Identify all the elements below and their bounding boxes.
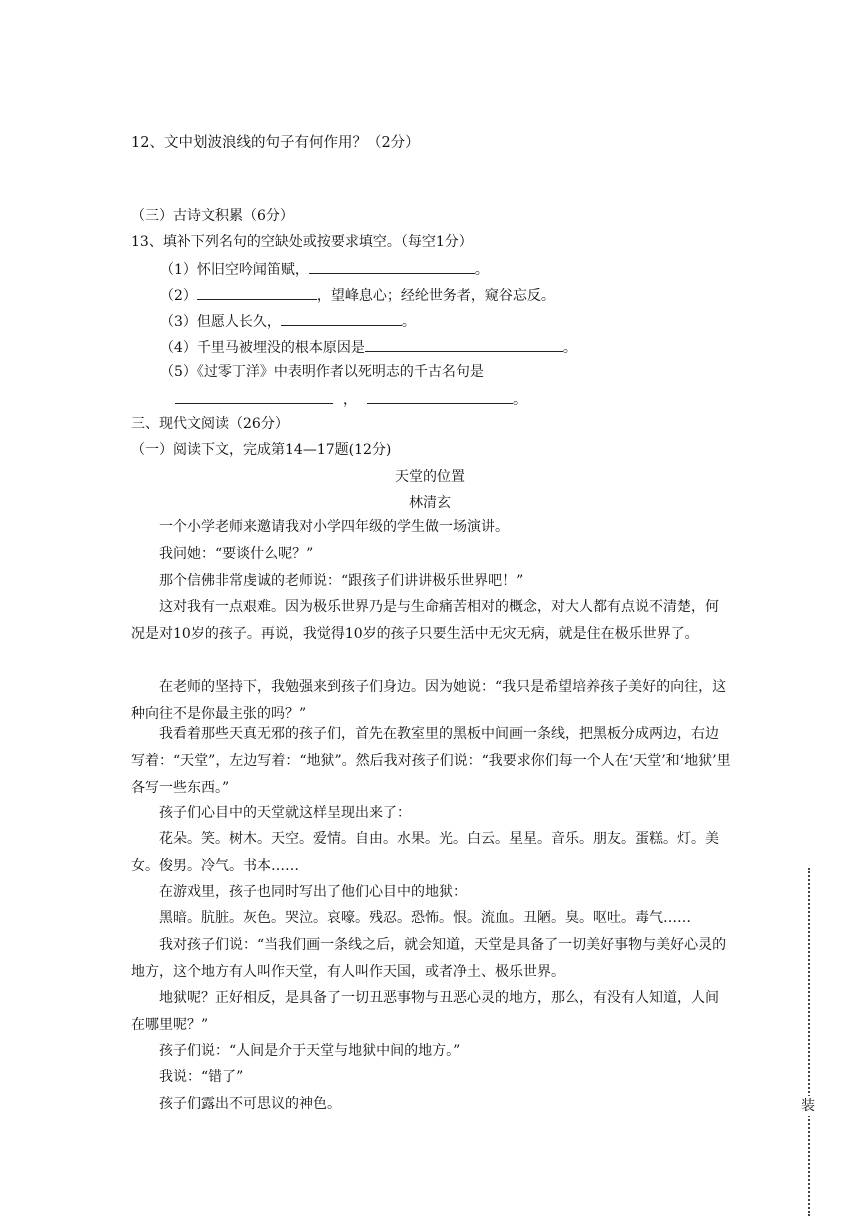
fill-item-4-end: 。 bbox=[562, 340, 577, 356]
answer-blank[interactable] bbox=[281, 310, 402, 326]
paragraph: 孩子们露出不可思议的神色。 bbox=[159, 1096, 341, 1112]
fill-item-1-end: 。 bbox=[474, 262, 489, 278]
paragraph: 一个小学老师来邀请我对小学四年级的学生做一场演讲。 bbox=[159, 519, 509, 535]
question-12: 12、文中划波浪线的句子有何作用？（2分） bbox=[131, 135, 420, 151]
paragraph: 孩子们说：“人间是介于天堂与地狱中间的地方。” bbox=[159, 1043, 461, 1059]
fill-item-2-number: （2） bbox=[160, 288, 197, 304]
question-13: 13、填补下列名句的空缺处或按要求填空。（每空1分） bbox=[131, 234, 473, 250]
fill-item-4-text: （4）千里马被埋没的根本原因是 bbox=[160, 340, 365, 356]
fill-item-3-text: （3）但愿人长久， bbox=[160, 314, 281, 330]
fill-item-2-text: ，望峰息心；经纶世务者，窥谷忘反。 bbox=[316, 288, 555, 304]
section-poetry-heading: （三）古诗文积累（6分） bbox=[131, 208, 294, 224]
fill-item-2 bbox=[160, 284, 555, 306]
paragraph: 我说：“错了” bbox=[159, 1069, 244, 1085]
fill-item-3 bbox=[160, 310, 416, 332]
paragraph: 地狱呢？正好相反，是具备了一切丑恶事物与丑恶心灵的地方，那么，有没有人知道，人间在哪里呢？” bbox=[131, 990, 719, 1033]
answer-blank[interactable] bbox=[367, 388, 513, 404]
paragraph: 在游戏里，孩子也同时写出了他们心目中的地狱： bbox=[159, 884, 467, 900]
article-author: 林清玄 bbox=[409, 495, 451, 511]
answer-blank[interactable] bbox=[175, 388, 333, 404]
answer-blank[interactable] bbox=[197, 284, 317, 300]
binding-mark: 装 bbox=[798, 1096, 818, 1116]
paragraph: 我问她：“要谈什么呢？” bbox=[159, 546, 314, 562]
paragraph: 在老师的坚持下，我勉强来到孩子们身边。因为她说：“我只是希望培养孩子美好的向往，这种向往不是你最主张的吗？” bbox=[131, 679, 727, 722]
paragraph: 我看着那些天真无邪的孩子们，首先在教室里的黑板中间画一条线，把黑板分成两边，右边写着：“天堂”，左边写着：“地狱”。然后我对孩子们说：“我要求你们每一个人在‘天堂’和‘地狱’里各写一些东西。” bbox=[131, 726, 731, 796]
answer-blank[interactable] bbox=[309, 258, 475, 274]
fill-item-1 bbox=[160, 258, 489, 280]
subsection-1-heading: （一）阅读下文，完成第14—17题(12分) bbox=[131, 442, 392, 458]
answer-blank[interactable] bbox=[365, 336, 563, 352]
binding-line bbox=[808, 868, 810, 1216]
fill-item-5: （5）《过零丁洋》中表明作者以死明志的千古名句是 bbox=[160, 364, 484, 380]
paragraph: 我对孩子们说：“当我们画一条线之后，就会知道，天堂是具备了一切美好事物与美好心灵的地方，这个地方有人叫作天堂，有人叫作天国，或者净土、极乐世界。 bbox=[131, 937, 727, 980]
fill-item-4 bbox=[160, 336, 577, 358]
fill-item-3-end: 。 bbox=[401, 314, 416, 330]
fill-item-5-end: 。 bbox=[513, 392, 527, 408]
fill-item-5-answer bbox=[175, 388, 527, 410]
paragraph: 那个信佛非常虔诚的老师说：“跟孩子们讲讲极乐世界吧！” bbox=[159, 573, 524, 589]
section-3-heading: 三、现代文阅读（26分） bbox=[131, 416, 289, 432]
paragraph: 花朵。笑。树木。天空。爱情。自由。水果。光。白云。星星。音乐。朋友。蛋糕。灯。美女。俊男。冷气。书本…… bbox=[131, 831, 719, 874]
fill-item-1-text: （1）怀旧空吟闻笛赋， bbox=[160, 262, 309, 278]
paragraph: 黑暗。肮脏。灰色。哭泣。哀嚎。残忍。恐怖。恨。流血。丑陋。臭。呕吐。毒气…… bbox=[159, 910, 691, 926]
paragraph: 孩子们心目中的天堂就这样呈现出来了： bbox=[159, 805, 411, 821]
fill-item-5-comma: ， bbox=[343, 392, 357, 408]
article-title: 天堂的位置 bbox=[395, 469, 465, 485]
paragraph: 这对我有一点艰难。因为极乐世界乃是与生命痛苦相对的概念，对大人都有点说不清楚，何况是对10岁的孩子。再说，我觉得10岁的孩子只要生活中无灾无病，就是住在极乐世界了。 bbox=[131, 599, 719, 642]
